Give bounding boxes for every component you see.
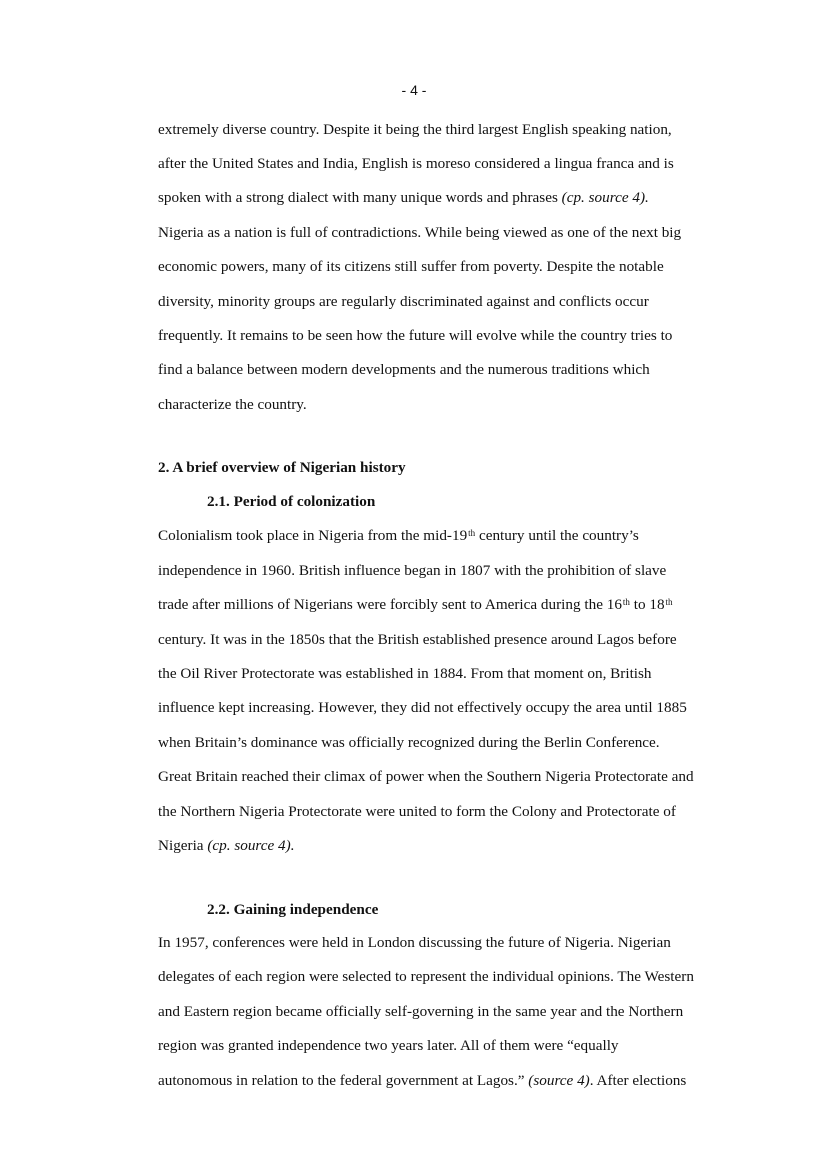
text-span: to 18 [629,596,665,613]
text-span: spoken with a strong dialect with many unique words and phrases [158,189,562,206]
section-heading: 2. A brief overview of Nigerian history [158,459,406,476]
text-span: century until the country’s [475,527,639,544]
text-span: . After elections [589,1072,687,1089]
text-line: and Eastern region became officially self-governing in the same year and the Northern [158,1003,684,1020]
text-line: Nigeria as a nation is full of contradictions. While being viewed as one of the next big [158,224,682,241]
text-line: when Britain’s dominance was officially recognized during the Berlin Conference. [158,734,660,751]
text-line: after the United States and India, English is moreso considered a lingua franca and is [158,155,674,172]
text-line [158,595,673,615]
citation: (cp. source 4). [207,837,295,854]
superscript: th [665,597,673,607]
text-line [158,1071,686,1091]
text-line: frequently. It remains to be seen how the future will evolve while the country tries to [158,327,673,344]
text-line: characterize the country. [158,396,307,413]
text-line: influence kept increasing. However, they did not effectively occupy the area until 1885 [158,699,687,716]
text-line: Great Britain reached their climax of power when the Southern Nigeria Protectorate and [158,768,694,785]
text-line: find a balance between modern developments and the numerous traditions which [158,361,650,378]
text-line [158,836,295,856]
text-line: delegates of each region were selected to represent the individual opinions. The Western [158,968,694,985]
citation: (cp. source 4). [561,189,649,206]
text-line: In 1957, conferences were held in London discussing the future of Nigeria. Nigerian [158,934,671,951]
text-line: region was granted independence two years later. All of them were “equally [158,1037,619,1054]
text-line: extremely diverse country. Despite it being the third largest English speaking nation, [158,121,672,138]
text-line: the Oil River Protectorate was established in 1884. From that moment on, British [158,665,652,682]
text-span: autonomous in relation to the federal government at Lagos.” [158,1072,529,1089]
text-span: trade after millions of Nigerians were forcibly sent to America during the 16 [158,596,622,613]
text-span: Colonialism took place in Nigeria from the mid-19 [158,527,468,544]
page-number: - 4 - [401,82,427,98]
citation: (source 4) [528,1072,590,1089]
superscript: th [622,597,630,607]
text-line [158,188,649,208]
subsection-heading: 2.1. Period of colonization [207,493,376,510]
superscript: th [468,528,476,538]
text-line: the Northern Nigeria Protectorate were united to form the Colony and Protectorate of [158,803,676,820]
subsection-heading: 2.2. Gaining independence [207,901,379,918]
text-span: Nigeria [158,837,208,854]
text-line [158,526,639,546]
text-line: economic powers, many of its citizens still suffer from poverty. Despite the notable [158,258,664,275]
text-line: independence in 1960. British influence began in 1807 with the prohibition of slave [158,562,667,579]
text-line: diversity, minority groups are regularly discriminated against and conflicts occur [158,293,649,310]
text-line: century. It was in the 1850s that the British established presence around Lagos before [158,631,677,648]
